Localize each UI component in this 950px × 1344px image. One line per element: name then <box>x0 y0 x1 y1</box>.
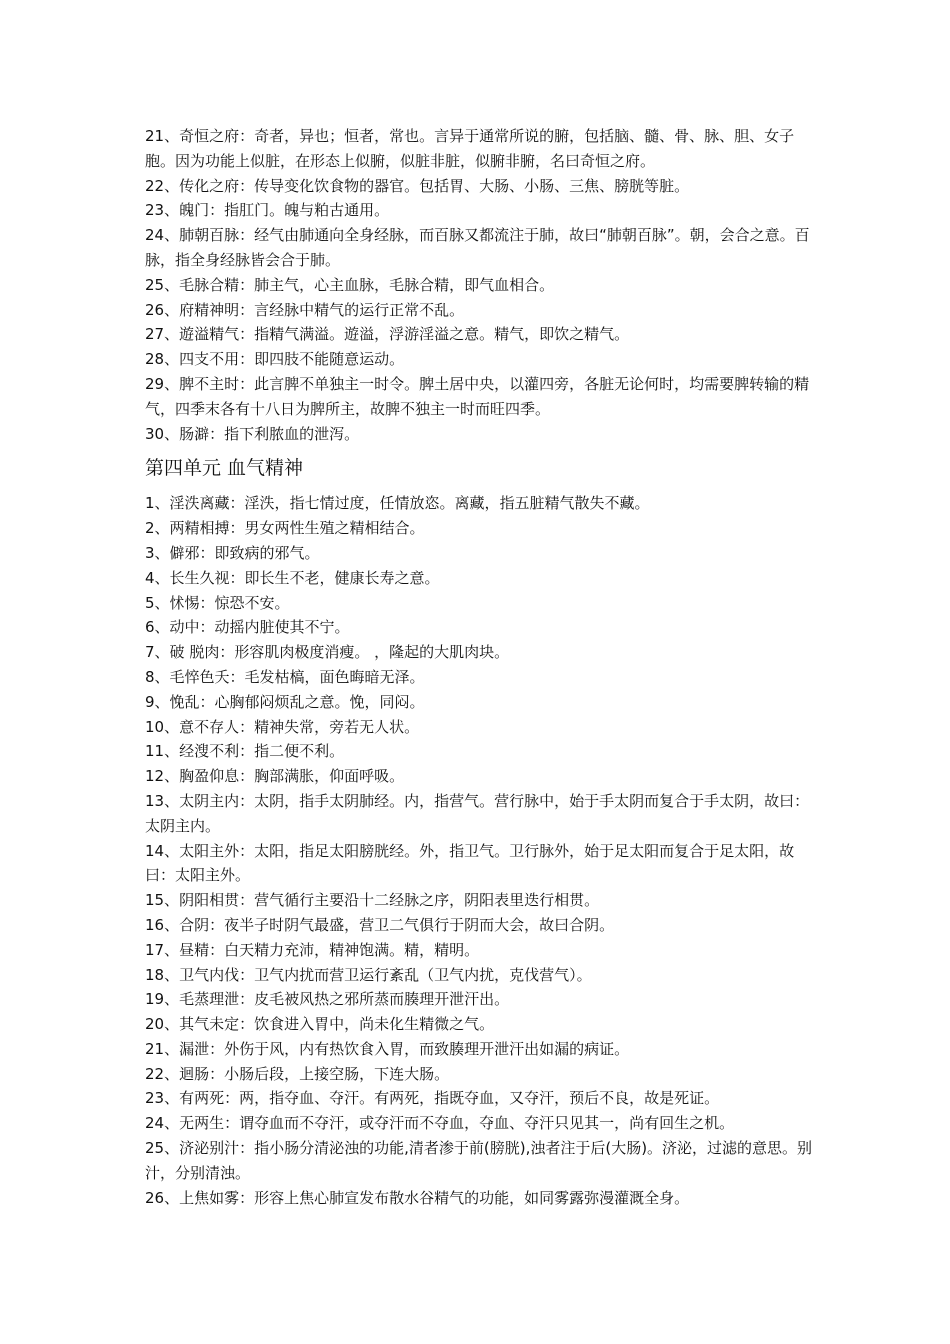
glossary-list-unit-three <box>145 124 815 446</box>
entry-text: 、动中：动摇内脏使其不宁。 <box>154 618 350 637</box>
entry-number: 22 <box>145 1064 165 1083</box>
entry-number: 17 <box>145 940 165 959</box>
glossary-entry <box>145 987 815 1012</box>
glossary-entry <box>145 764 815 789</box>
glossary-entry <box>145 372 815 422</box>
entry-number: 21 <box>145 1039 165 1058</box>
entry-text: 、昼精：白天精力充沛，精神饱满。精，精明。 <box>164 940 480 959</box>
entry-text: 、肺朝百脉：经气由肺通向全身经脉，而百脉又都流注于肺，故曰“肺朝百脉”。朝，会合之意。百脉，指全身经脉皆会合于肺。 <box>145 226 810 269</box>
glossary-entry <box>145 715 815 740</box>
entry-number: 4 <box>145 568 155 587</box>
glossary-entry <box>145 963 815 988</box>
entry-text: 、破 脱肉：形容肌肉极度消瘦。 ，隆起的大肌肉块。 <box>154 643 510 662</box>
entry-text: 、僻邪：即致病的邪气。 <box>154 543 320 562</box>
entry-number: 26 <box>145 1188 165 1207</box>
glossary-entry <box>145 1086 815 1111</box>
entry-text: 、阴阳相贯：营气循行主要沿十二经脉之序，阴阳表里迭行相贯。 <box>164 891 600 910</box>
glossary-entry <box>145 1186 815 1211</box>
glossary-entry <box>145 938 815 963</box>
entry-number: 5 <box>145 593 155 612</box>
glossary-entry <box>145 198 815 223</box>
glossary-entry <box>145 913 815 938</box>
entry-number: 15 <box>145 891 165 910</box>
entry-text: 、迴肠：小肠后段，上接空肠，下连大肠。 <box>164 1064 450 1083</box>
glossary-entry <box>145 690 815 715</box>
glossary-entry <box>145 174 815 199</box>
entry-number: 10 <box>145 717 165 736</box>
glossary-entry <box>145 888 815 913</box>
entry-text: 、漏泄：外伤于风，内有热饮食入胃，而致腠理开泄汗出如漏的病证。 <box>164 1039 630 1058</box>
entry-text: 、传化之府：传导变化饮食物的器官。包括胃、大肠、小肠、三焦、膀胱等脏。 <box>164 176 690 195</box>
glossary-entry <box>145 665 815 690</box>
entry-text: 、四支不用：即四肢不能随意运动。 <box>164 350 405 369</box>
glossary-entry <box>145 273 815 298</box>
entry-text: 、魄门：指肛门。魄与粕古通用。 <box>164 201 390 220</box>
glossary-entry <box>145 347 815 372</box>
entry-text: 、脾不主时：此言脾不单独主一时令。脾土居中央，以灌四旁，各脏无论何时，均需要脾转输的精气，四季末各有十八日为脾所主，故脾不独主一时而旺四季。 <box>145 374 810 418</box>
entry-number: 28 <box>145 350 165 369</box>
glossary-entry <box>145 516 815 541</box>
entry-text: 、淫泆离藏：淫泆，指七情过度，任情放恣。离藏，指五脏精气散失不藏。 <box>154 494 650 513</box>
entry-text: 、太阳主外：太阳，指足太阳膀胱经。外，指卫气。卫行脉外，始于足太阳而复合于足太阳，故曰：太阳主外。 <box>145 841 795 885</box>
entry-text: 、遊溢精气：指精气满溢。遊溢，浮游淫溢之意。精气，即饮之精气。 <box>164 325 630 344</box>
entry-number: 21 <box>145 127 165 145</box>
entry-number: 29 <box>145 374 165 393</box>
entry-text: 、毛蒸理泄：皮毛被风热之邪所蒸而腠理开泄汗出。 <box>164 990 510 1009</box>
document-body <box>145 124 815 1210</box>
entry-number: 27 <box>145 325 165 344</box>
entry-number: 14 <box>145 841 165 860</box>
entry-text: 、毛脉合精：肺主气，心主血脉，毛脉合精，即气血相合。 <box>164 275 555 294</box>
entry-text: 、毛悴色夭：毛发枯槁，面色晦暗无泽。 <box>154 667 425 686</box>
glossary-entry <box>145 640 815 665</box>
entry-number: 19 <box>145 990 165 1009</box>
glossary-entry <box>145 223 815 273</box>
entry-text: 、济泌别汁：指小肠分清泌浊的功能,清者渗于前(膀胱),浊者注于后(大肠)。济泌，过滤的意思。别汁，分别清浊。 <box>145 1139 813 1182</box>
glossary-entry <box>145 789 815 839</box>
entry-text: 、长生久视：即长生不老，健康长寿之意。 <box>154 568 440 587</box>
glossary-entry <box>145 1062 815 1087</box>
entry-number: 24 <box>145 1114 165 1133</box>
entry-text: 、其气未定：饮食进入胃中，尚未化生精微之气。 <box>164 1015 495 1034</box>
entry-text: 、太阴主内：太阴，指手太阴肺经。内，指营气。营行脉中，始于手太阴而复合于手太阴，故曰：太阴主内。 <box>145 791 810 835</box>
glossary-list-unit-four <box>145 491 815 1210</box>
entry-text: 、府精神明：言经脉中精气的运行正常不乱。 <box>164 300 465 319</box>
entry-text: 、经溲不利：指二便不利。 <box>164 742 345 761</box>
entry-number: 8 <box>145 667 155 686</box>
entry-number: 20 <box>145 1015 165 1034</box>
glossary-entry <box>145 1037 815 1062</box>
entry-number: 6 <box>145 618 155 637</box>
entry-number: 25 <box>145 1139 165 1158</box>
entry-text: 、有两死：两，指夺血、夺汗。有两死，指既夺血，又夺汗，预后不良，故是死证。 <box>164 1089 720 1108</box>
glossary-entry <box>145 491 815 516</box>
entry-number: 11 <box>145 742 165 761</box>
glossary-entry <box>145 739 815 764</box>
entry-number: 13 <box>145 791 165 810</box>
glossary-entry <box>145 1012 815 1037</box>
entry-text: 、怵惕：惊恐不安。 <box>154 593 290 612</box>
entry-number: 24 <box>145 226 165 245</box>
glossary-entry <box>145 839 815 889</box>
entry-number: 23 <box>145 1089 165 1108</box>
entry-text: 、意不存人：精神失常，旁若无人状。 <box>164 717 420 736</box>
entry-number: 23 <box>145 201 165 220</box>
entry-number: 16 <box>145 915 165 934</box>
glossary-entry <box>145 591 815 616</box>
glossary-entry <box>145 322 815 347</box>
entry-text: 、两精相搏：男女两性生殖之精相结合。 <box>154 519 425 538</box>
entry-text: 、卫气内伐：卫气内扰而营卫运行紊乱（卫气内扰，克伐营气）。 <box>164 965 592 984</box>
entry-number: 9 <box>145 692 155 711</box>
entry-number: 30 <box>145 424 165 443</box>
entry-text: 、悗乱：心胸郁闷烦乱之意。悗，同闷。 <box>154 692 425 711</box>
entry-number: 26 <box>145 300 165 319</box>
entry-text: 、合阴：夜半子时阴气最盛，营卫二气俱行于阴而大会，故曰合阴。 <box>164 915 615 934</box>
glossary-entry <box>145 298 815 323</box>
glossary-entry <box>145 1136 815 1186</box>
glossary-entry <box>145 422 815 447</box>
glossary-entry <box>145 541 815 566</box>
entry-text: 、上焦如雾：形容上焦心肺宣发布散水谷精气的功能，如同雾露弥漫灌溉全身。 <box>164 1188 690 1207</box>
glossary-entry <box>145 566 815 591</box>
entry-number: 22 <box>145 176 165 195</box>
entry-text: 、无两生：谓夺血而不夺汗，或夺汗而不夺血，夺血、夺汗只见其一，尚有回生之机。 <box>164 1114 735 1133</box>
entry-number: 18 <box>145 965 165 984</box>
glossary-entry <box>145 124 815 174</box>
section-heading: 第四单元 血气精神 <box>145 457 304 480</box>
entry-text: 、奇恒之府：奇者，异也；恒者，常也。言异于通常所说的腑，包括脑、髓、骨、脉、胆、女子胞。因为功能上似脏，在形态上似腑，似脏非脏，似腑非腑，名曰奇恒之府。 <box>145 127 795 170</box>
entry-number: 7 <box>145 643 155 662</box>
glossary-entry <box>145 615 815 640</box>
entry-text: 、肠澼：指下利脓血的泄泻。 <box>164 424 360 443</box>
entry-number: 2 <box>145 519 155 538</box>
entry-number: 25 <box>145 275 165 294</box>
entry-text: 、胸盈仰息：胸部满胀，仰面呼吸。 <box>164 767 405 786</box>
entry-number: 12 <box>145 767 165 786</box>
entry-number: 1 <box>145 494 155 513</box>
glossary-entry <box>145 1111 815 1136</box>
entry-number: 3 <box>145 543 155 562</box>
